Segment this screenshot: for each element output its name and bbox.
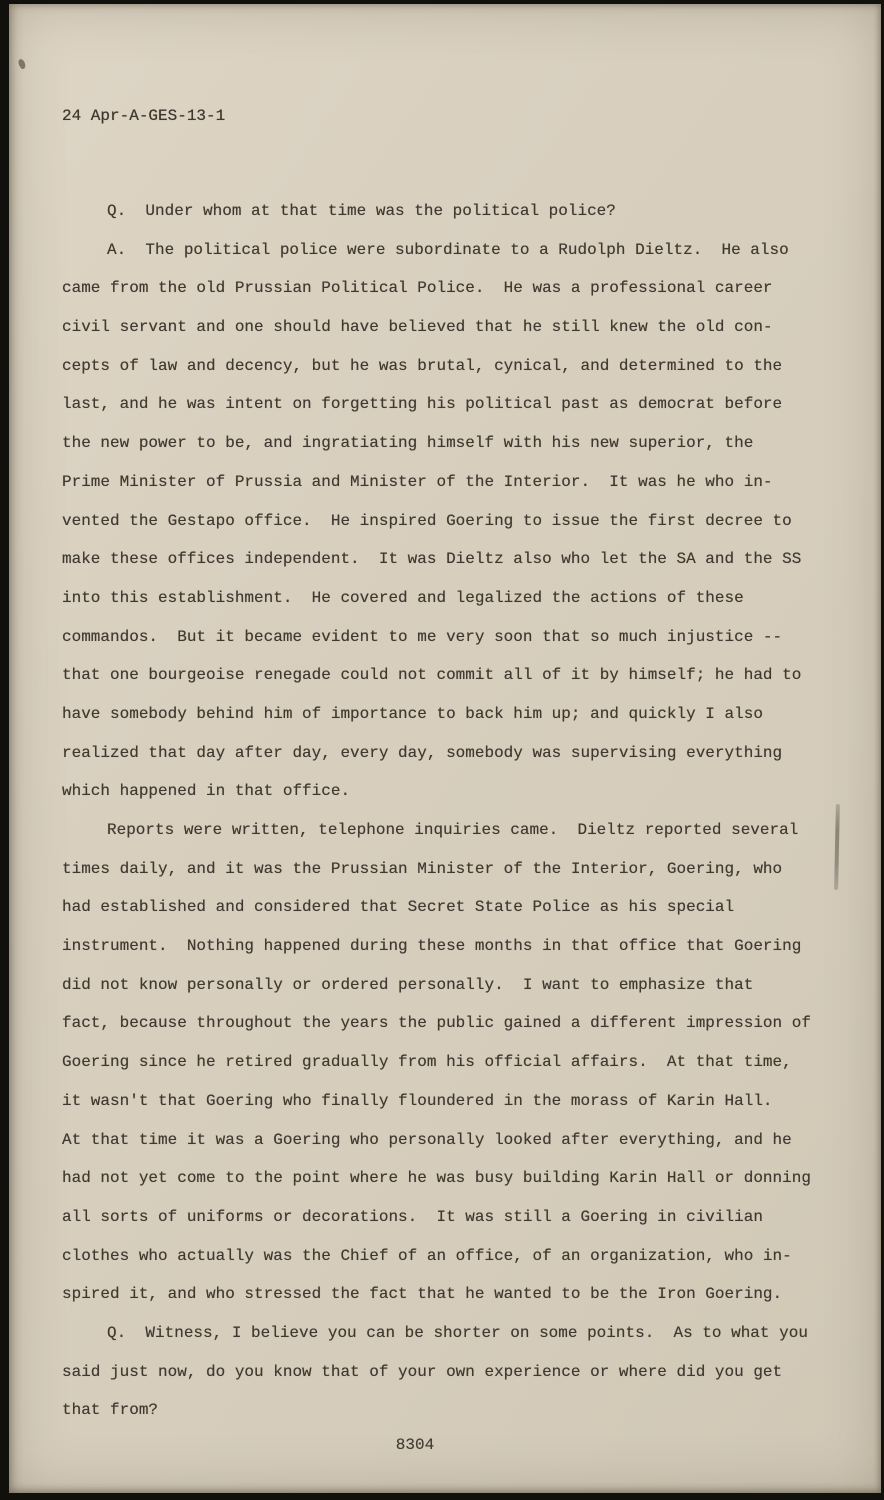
text-line: all sorts of uniforms or decorations. It was still a Goering in civilian — [62, 1207, 763, 1226]
text-line: Goering since he retired gradually from his official affairs. At that time, — [62, 1053, 792, 1072]
text-line: At that time it was a Goering who personally looked after everything, and he — [62, 1130, 792, 1149]
text-line: that one bourgeoise renegade could not commit all of it by himself; he had to — [62, 666, 802, 685]
text-line: Q. Witness, I believe you can be shorter on some points. As to what you — [107, 1323, 808, 1342]
text-line: make these offices independent. It was Dieltz also who let the SA and the SS — [62, 550, 802, 569]
document-header: 24 Apr-A-GES-13-1 — [62, 107, 226, 125]
text-line: clothes who actually was the Chief of an office, of an organization, who in- — [62, 1246, 792, 1265]
text-line: had not yet come to the point where he was busy building Karin Hall or donning — [62, 1169, 811, 1188]
text-line: A. The political police were subordinate to a Rudolph Dieltz. He also — [107, 240, 789, 259]
text-line: cepts of law and decency, but he was brutal, cynical, and determined to the — [62, 356, 783, 375]
document-body — [62, 192, 840, 1430]
text-line: commandos. But it became evident to me very soon that so much injustice -- — [62, 627, 783, 646]
text-line: fact, because throughout the years the public gained a different impression of — [62, 1014, 811, 1033]
text-line: came from the old Prussian Political Police. He was a professional career — [62, 279, 773, 298]
text-line: did not know personally or ordered personally. I want to emphasize that — [62, 975, 754, 994]
text-line: civil servant and one should have believed that he still knew the old con- — [62, 318, 773, 337]
text-line: Q. Under whom at that time was the political police? — [107, 202, 616, 220]
text-line: had established and considered that Secret State Police as his special — [62, 898, 735, 917]
text-line: vented the Gestapo office. He inspired Goering to issue the first decree to — [62, 511, 792, 530]
text-line: instrument. Nothing happened during these months in that office that Goering — [62, 937, 802, 956]
text-line: last, and he was intent on forgetting his political past as democrat before — [62, 395, 783, 414]
text-line: have somebody behind him of importance to back him up; and quickly I also — [62, 704, 763, 723]
text-line: into this establishment. He covered and legalized the actions of these — [62, 588, 744, 607]
text-line: the new power to be, and ingratiating himself with his new superior, the — [62, 434, 754, 453]
text-line: which happened in that office. — [62, 782, 351, 801]
text-line: said just now, do you know that of your own experience or where did you get — [62, 1362, 783, 1381]
scan-artifact-mark — [17, 58, 27, 70]
page-number: 8304 — [395, 1436, 435, 1454]
text-line: Reports were written, telephone inquiries came. Dieltz reported several — [107, 821, 799, 839]
text-line: Prime Minister of Prussia and Minister of the Interior. It was he who in- — [62, 472, 773, 491]
text-line: spired it, and who stressed the fact that he wanted to be the Iron Goering. — [62, 1285, 783, 1304]
text-line: it wasn't that Goering who finally floundered in the morass of Karin Hall. — [62, 1091, 773, 1110]
text-line: realized that day after day, every day, somebody was supervising everything — [62, 743, 783, 762]
text-line: times daily, and it was the Prussian Minister of the Interior, Goering, who — [62, 859, 783, 878]
text-line: that from? — [62, 1401, 159, 1420]
document-page — [9, 4, 881, 1493]
